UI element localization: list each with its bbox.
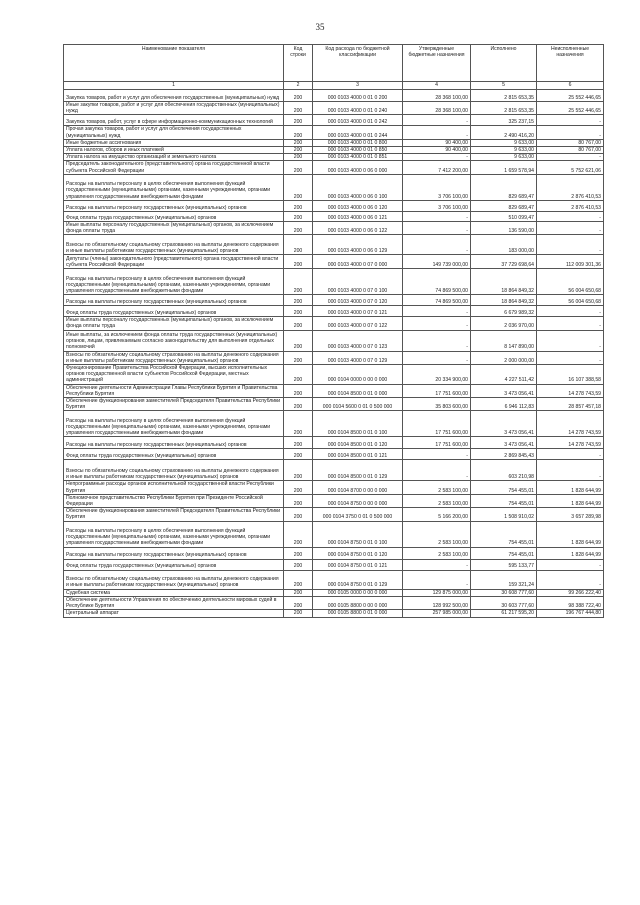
row-classification-code: 000 0103 4000 0 07 0 123 xyxy=(313,330,403,351)
row-approved: - xyxy=(403,211,471,221)
row-name: Уплата налога на имущество организаций и земельного налога xyxy=(64,154,284,161)
row-classification-code: 000 0103 4000 0 07 0 100 xyxy=(313,269,403,295)
row-unexecuted: 196 767 444,80 xyxy=(537,610,604,617)
row-classification-code: 000 0104 8750 0 01 0 100 xyxy=(313,521,403,547)
row-unexecuted: 16 107 388,58 xyxy=(537,365,604,385)
table-row xyxy=(64,255,604,269)
row-executed: 9 633,00 xyxy=(471,139,537,146)
row-executed: 754 455,01 xyxy=(471,494,537,507)
row-unexecuted: 25 552 446,65 xyxy=(537,102,604,115)
row-unexecuted: 1 828 644,99 xyxy=(537,494,604,507)
row-approved: 2 583 100,00 xyxy=(403,494,471,507)
row-executed: 159 321,24 xyxy=(471,570,537,589)
table-row xyxy=(64,317,604,330)
row-approved: 28 368 100,00 xyxy=(403,90,471,102)
row-unexecuted: 2 876 410,53 xyxy=(537,174,604,200)
table-row xyxy=(64,235,604,255)
row-name: Полномочное представительство Республики Бурятия при Президенте Российской Федерации xyxy=(64,494,284,507)
row-classification-code: 000 0103 4000 0 01 0 851 xyxy=(313,154,403,161)
row-line-code: 200 xyxy=(284,589,313,596)
row-approved: 3 706 100,00 xyxy=(403,200,471,211)
row-line-code: 200 xyxy=(284,494,313,507)
row-approved: - xyxy=(403,115,471,126)
row-line-code: 200 xyxy=(284,449,313,460)
row-approved: 5 166 200,00 xyxy=(403,508,471,521)
table-row xyxy=(64,330,604,351)
row-executed: 754 455,01 xyxy=(471,481,537,494)
row-unexecuted: 98 388 722,40 xyxy=(537,596,604,609)
row-classification-code: 000 0103 4000 0 07 0 122 xyxy=(313,317,403,330)
table-row xyxy=(64,221,604,234)
table-row xyxy=(64,295,604,306)
table-row xyxy=(64,521,604,547)
row-classification-code: 000 0105 8800 0 01 0 000 xyxy=(313,610,403,617)
row-line-code: 200 xyxy=(284,570,313,589)
row-approved: 90 400,00 xyxy=(403,147,471,154)
table-row xyxy=(64,596,604,609)
row-approved: 149 739 000,00 xyxy=(403,255,471,269)
row-approved: 74 869 500,00 xyxy=(403,295,471,306)
row-line-code: 200 xyxy=(284,398,313,411)
row-classification-code: 000 0103 4000 0 01 0 850 xyxy=(313,147,403,154)
row-executed: 754 455,01 xyxy=(471,547,537,559)
row-executed: 136 590,00 xyxy=(471,221,537,234)
row-classification-code: 000 0103 4000 0 01 0 200 xyxy=(313,90,403,102)
row-approved: 3 706 100,00 xyxy=(403,174,471,200)
row-classification-code: 000 0103 4000 0 06 0 120 xyxy=(313,200,403,211)
table-row xyxy=(64,161,604,174)
column-header-name: Наименование показателя xyxy=(64,45,284,82)
row-classification-code: 000 0103 4000 0 01 0 240 xyxy=(313,102,403,115)
row-executed: 3 473 056,41 xyxy=(471,384,537,397)
row-unexecuted: 3 657 289,98 xyxy=(537,508,604,521)
column-header-approved: Утвержденные бюджетные назначения xyxy=(403,45,471,82)
row-classification-code: 000 0103 4000 0 07 0 000 xyxy=(313,255,403,269)
row-approved: 7 412 200,00 xyxy=(403,161,471,174)
table-row xyxy=(64,102,604,115)
row-name: Иные выплаты персоналу государственных (муниципальных) органов, за исключением фонда оплаты труда xyxy=(64,221,284,234)
row-approved: - xyxy=(403,126,471,139)
row-line-code: 200 xyxy=(284,147,313,154)
row-unexecuted: - xyxy=(537,559,604,570)
table-header-row xyxy=(64,45,604,82)
row-classification-code: 000 0103 4000 0 06 0 100 xyxy=(313,174,403,200)
row-line-code: 200 xyxy=(284,596,313,609)
row-name: Обеспечение деятельности Управления по обеспечению деятельности мировых судей в Республике Бурятия xyxy=(64,596,284,609)
budget-execution-table xyxy=(63,44,604,618)
row-executed: 18 864 849,32 xyxy=(471,295,537,306)
row-unexecuted: - xyxy=(537,211,604,221)
row-approved: 28 368 100,00 xyxy=(403,102,471,115)
row-line-code: 200 xyxy=(284,521,313,547)
row-executed: 510 099,47 xyxy=(471,211,537,221)
row-approved: - xyxy=(403,154,471,161)
row-line-code: 200 xyxy=(284,365,313,385)
row-unexecuted: - xyxy=(537,221,604,234)
row-unexecuted: - xyxy=(537,460,604,481)
table-row xyxy=(64,90,604,102)
row-name: Расходы на выплаты персоналу в целях обеспечения выполнения функций государственными (муниципальными) органами, казенными учреждениями, органами управления государственными внебюджетными фондами xyxy=(64,174,284,200)
column-header-classification-code: Код расхода по бюджетной классификации xyxy=(313,45,403,82)
row-approved: - xyxy=(403,351,471,364)
row-line-code: 200 xyxy=(284,235,313,255)
row-executed: 2 815 653,35 xyxy=(471,102,537,115)
row-unexecuted: - xyxy=(537,126,604,139)
row-line-code: 200 xyxy=(284,200,313,211)
row-approved: 2 583 100,00 xyxy=(403,521,471,547)
row-name: Фонд оплаты труда государственных (муниципальных) органов xyxy=(64,211,284,221)
row-name: Фонд оплаты труда государственных (муниципальных) органов xyxy=(64,449,284,460)
row-name: Взносы по обязательному социальному страхованию на выплаты денежного содержания и иные выплаты работникам государственных (муниципальных) органов xyxy=(64,460,284,481)
column-number-row xyxy=(64,82,604,90)
row-unexecuted: 1 828 644,99 xyxy=(537,547,604,559)
row-line-code: 200 xyxy=(284,559,313,570)
row-name: Фонд оплаты труда государственных (муниципальных) органов xyxy=(64,559,284,570)
row-unexecuted: 80 767,00 xyxy=(537,139,604,146)
table-row xyxy=(64,559,604,570)
row-name: Центральный аппарат xyxy=(64,610,284,617)
row-unexecuted: - xyxy=(537,449,604,460)
row-unexecuted: - xyxy=(537,235,604,255)
row-executed: 183 000,00 xyxy=(471,235,537,255)
row-approved: - xyxy=(403,449,471,460)
row-classification-code: 000 0104 5600 0 01 0 500 000 xyxy=(313,398,403,411)
row-name: Взносы по обязательному социальному страхованию на выплаты денежного содержания и иные выплаты работникам государственных (муниципальных) органов xyxy=(64,351,284,364)
table-row xyxy=(64,174,604,200)
row-name: Расходы на выплаты персоналу в целях обеспечения выполнения функций государственными (муниципальными) органами, казенными учреждениями, органами управления государственными внебюджетными фондами xyxy=(64,521,284,547)
row-executed: 2 036 970,00 xyxy=(471,317,537,330)
table-row xyxy=(64,547,604,559)
row-approved: 129 875 000,00 xyxy=(403,589,471,596)
table-row xyxy=(64,411,604,437)
row-classification-code: 000 0104 0000 0 00 0 000 xyxy=(313,365,403,385)
row-line-code: 200 xyxy=(284,174,313,200)
row-approved: 128 992 500,00 xyxy=(403,596,471,609)
row-executed: 829 689,47 xyxy=(471,174,537,200)
row-name: Уплата налогов, сборов и иных платежей xyxy=(64,147,284,154)
row-executed: 18 864 849,32 xyxy=(471,269,537,295)
row-unexecuted: 112 009 301,36 xyxy=(537,255,604,269)
row-line-code: 200 xyxy=(284,126,313,139)
row-executed: 9 633,00 xyxy=(471,154,537,161)
row-classification-code: 000 0104 8500 0 01 0 129 xyxy=(313,460,403,481)
row-line-code: 200 xyxy=(284,437,313,449)
row-classification-code: 000 0104 8500 0 01 0 100 xyxy=(313,411,403,437)
row-unexecuted: 2 876 410,53 xyxy=(537,200,604,211)
row-approved: - xyxy=(403,317,471,330)
row-unexecuted: - xyxy=(537,570,604,589)
row-classification-code: 000 0103 4000 0 06 0 129 xyxy=(313,235,403,255)
row-line-code: 200 xyxy=(284,351,313,364)
row-name: Взносы по обязательному социальному страхованию на выплаты денежного содержания и иные выплаты работникам государственных (муниципальных) органов xyxy=(64,570,284,589)
table-row xyxy=(64,449,604,460)
table-row xyxy=(64,494,604,507)
row-approved: - xyxy=(403,221,471,234)
row-executed: 2 815 653,35 xyxy=(471,90,537,102)
row-line-code: 200 xyxy=(284,306,313,317)
row-executed: 6 946 112,83 xyxy=(471,398,537,411)
row-approved: - xyxy=(403,570,471,589)
row-executed: 2 490 416,20 xyxy=(471,126,537,139)
column-number: 5 xyxy=(471,82,537,90)
row-name: Взносы по обязательному социальному страхованию на выплаты денежного содержания и иные выплаты работникам государственных (муниципальных) органов xyxy=(64,235,284,255)
row-name: Депутаты (члены) законодательного (представительного) органа государственной власти субъекта Российской Федерации xyxy=(64,255,284,269)
table-row xyxy=(64,481,604,494)
page-number: 35 xyxy=(315,22,325,32)
column-number: 1 xyxy=(64,82,284,90)
row-line-code: 200 xyxy=(284,384,313,397)
row-line-code: 200 xyxy=(284,255,313,269)
row-unexecuted: 28 857 457,18 xyxy=(537,398,604,411)
row-unexecuted: 99 266 222,40 xyxy=(537,589,604,596)
row-line-code: 200 xyxy=(284,547,313,559)
row-approved: - xyxy=(403,330,471,351)
table-row xyxy=(64,154,604,161)
row-unexecuted: 14 278 743,59 xyxy=(537,384,604,397)
column-header-executed: Исполнено xyxy=(471,45,537,82)
row-executed: 603 210,98 xyxy=(471,460,537,481)
row-executed: 595 133,77 xyxy=(471,559,537,570)
row-executed: 4 227 511,42 xyxy=(471,365,537,385)
row-classification-code: 000 0103 4000 0 01 0 800 xyxy=(313,139,403,146)
row-approved: - xyxy=(403,460,471,481)
row-executed: 37 729 698,64 xyxy=(471,255,537,269)
table-row xyxy=(64,126,604,139)
column-number: 2 xyxy=(284,82,313,90)
table-row xyxy=(64,306,604,317)
row-executed: 30 608 777,60 xyxy=(471,589,537,596)
row-unexecuted: - xyxy=(537,330,604,351)
row-executed: 325 237,15 xyxy=(471,115,537,126)
row-classification-code: 000 0104 8700 0 00 0 000 xyxy=(313,481,403,494)
row-classification-code: 000 0103 4000 0 01 0 242 xyxy=(313,115,403,126)
table-body xyxy=(64,90,604,618)
row-line-code: 200 xyxy=(284,90,313,102)
row-line-code: 200 xyxy=(284,610,313,617)
row-classification-code: 000 0105 0000 0 00 0 000 xyxy=(313,589,403,596)
row-unexecuted: 14 278 743,59 xyxy=(537,437,604,449)
row-name: Прочая закупка товаров, работ и услуг для обеспечения государственных (муниципальных) нужд xyxy=(64,126,284,139)
row-name: Судебная система xyxy=(64,589,284,596)
row-name: Расходы на выплаты персоналу государственных (муниципальных) органов xyxy=(64,547,284,559)
row-line-code: 200 xyxy=(284,139,313,146)
row-approved: 17 751 600,00 xyxy=(403,437,471,449)
row-executed: 9 633,00 xyxy=(471,147,537,154)
row-name: Обеспечение функционирования заместителей Председателя Правительства Республики Бурятия xyxy=(64,398,284,411)
table-row xyxy=(64,147,604,154)
table-row xyxy=(64,139,604,146)
row-name: Иные закупки товаров, работ и услуг для обеспечения государственных (муниципальных) нужд xyxy=(64,102,284,115)
row-unexecuted: - xyxy=(537,154,604,161)
row-executed: 1 508 910,02 xyxy=(471,508,537,521)
row-line-code: 200 xyxy=(284,481,313,494)
row-line-code: 200 xyxy=(284,330,313,351)
row-executed: 61 217 595,20 xyxy=(471,610,537,617)
table-row xyxy=(64,398,604,411)
row-name: Закупка товаров, работ, услуг в сфере информационно-коммуникационных технологий xyxy=(64,115,284,126)
row-executed: 2 000 000,00 xyxy=(471,351,537,364)
row-executed: 6 679 989,32 xyxy=(471,306,537,317)
column-header-line-code: Код строки xyxy=(284,45,313,82)
row-classification-code: 000 0104 8750 0 01 0 129 xyxy=(313,570,403,589)
row-executed: 3 473 056,41 xyxy=(471,437,537,449)
row-name: Расходы на выплаты персоналу в целях обеспечения выполнения функций государственными (муниципальными) органами, казенными учреждениями, органами управления государственными внебюджетными фондами xyxy=(64,411,284,437)
row-name: Обеспечение функционирования заместителей Председателя Правительства Республики Бурятия xyxy=(64,508,284,521)
row-name: Председатель законодательного (представительного) органа государственной власти субъекта Российской Федерации xyxy=(64,161,284,174)
table-row xyxy=(64,589,604,596)
row-line-code: 200 xyxy=(284,161,313,174)
row-unexecuted: - xyxy=(537,351,604,364)
row-unexecuted: 1 828 644,99 xyxy=(537,521,604,547)
row-classification-code: 000 0104 8750 0 01 0 120 xyxy=(313,547,403,559)
table-row xyxy=(64,115,604,126)
row-unexecuted: - xyxy=(537,115,604,126)
table-row xyxy=(64,460,604,481)
row-line-code: 200 xyxy=(284,508,313,521)
row-approved: - xyxy=(403,306,471,317)
row-approved: - xyxy=(403,235,471,255)
table-row xyxy=(64,200,604,211)
row-unexecuted: 80 767,00 xyxy=(537,147,604,154)
column-number: 6 xyxy=(537,82,604,90)
row-line-code: 200 xyxy=(284,211,313,221)
row-classification-code: 000 0103 4000 0 07 0 121 xyxy=(313,306,403,317)
table-row xyxy=(64,610,604,617)
table-row xyxy=(64,508,604,521)
row-line-code: 200 xyxy=(284,411,313,437)
table-row xyxy=(64,269,604,295)
row-classification-code: 000 0103 4000 0 06 0 122 xyxy=(313,221,403,234)
row-approved: 2 583 100,00 xyxy=(403,481,471,494)
row-classification-code: 000 0103 4000 0 01 0 244 xyxy=(313,126,403,139)
row-approved: 2 583 100,00 xyxy=(403,547,471,559)
table-row xyxy=(64,384,604,397)
row-executed: 754 455,01 xyxy=(471,521,537,547)
row-unexecuted: 56 004 650,68 xyxy=(537,269,604,295)
table-row xyxy=(64,570,604,589)
row-name: Иные выплаты, за исключением фонда оплаты труда государственных (муниципальных) органов, лицам, привлекаемым согласно законодательству для выполнения отдельных полномочий xyxy=(64,330,284,351)
row-approved: 35 803 600,00 xyxy=(403,398,471,411)
row-name: Непрограммные расходы органов исполнительной государственной власти Республики Бурятия xyxy=(64,481,284,494)
row-line-code: 200 xyxy=(284,295,313,306)
row-name: Фонд оплаты труда государственных (муниципальных) органов xyxy=(64,306,284,317)
row-executed: 1 659 578,94 xyxy=(471,161,537,174)
row-classification-code: 000 0103 4000 0 06 0 121 xyxy=(313,211,403,221)
row-name: Функционирование Правительства Российской Федерации, высших исполнительных органов государственной власти субъектов Российской Федерации, местных администраций xyxy=(64,365,284,385)
row-executed: 8 147 890,00 xyxy=(471,330,537,351)
row-unexecuted: - xyxy=(537,317,604,330)
row-line-code: 200 xyxy=(284,221,313,234)
column-number: 4 xyxy=(403,82,471,90)
row-executed: 829 689,47 xyxy=(471,200,537,211)
row-executed: 3 473 056,41 xyxy=(471,411,537,437)
table-row xyxy=(64,211,604,221)
row-approved: 74 869 500,00 xyxy=(403,269,471,295)
row-classification-code: 000 0104 8750 0 00 0 000 xyxy=(313,494,403,507)
table-row xyxy=(64,365,604,385)
row-approved: - xyxy=(403,559,471,570)
row-name: Обеспечение деятельности Администрации Главы Республики Бурятия и Правительства Республики Бурятия xyxy=(64,384,284,397)
column-number: 3 xyxy=(313,82,403,90)
row-approved: 90 400,00 xyxy=(403,139,471,146)
row-line-code: 200 xyxy=(284,154,313,161)
row-executed: 2 869 845,43 xyxy=(471,449,537,460)
row-name: Иные бюджетные ассигнования xyxy=(64,139,284,146)
row-name: Расходы на выплаты персоналу государственных (муниципальных) органов xyxy=(64,437,284,449)
row-classification-code: 000 0104 3750 0 01 0 500 000 xyxy=(313,508,403,521)
table-row xyxy=(64,437,604,449)
row-line-code: 200 xyxy=(284,102,313,115)
row-classification-code: 000 0104 8500 0 01 0 000 xyxy=(313,384,403,397)
row-approved: 17 751 600,00 xyxy=(403,411,471,437)
row-name: Расходы на выплаты персоналу государственных (муниципальных) органов xyxy=(64,200,284,211)
row-unexecuted: 5 752 621,06 xyxy=(537,161,604,174)
row-approved: 257 985 000,00 xyxy=(403,610,471,617)
row-classification-code: 000 0105 8800 0 00 0 000 xyxy=(313,596,403,609)
row-name: Расходы на выплаты персоналу в целях обеспечения выполнения функций государственными (муниципальными) органами, казенными учреждениями, органами управления государственными внебюджетными фондами xyxy=(64,269,284,295)
table-row xyxy=(64,351,604,364)
row-executed: 30 603 777,60 xyxy=(471,596,537,609)
row-name: Иные выплаты персоналу государственных (муниципальных) органов, за исключением фонда оплаты труда xyxy=(64,317,284,330)
row-classification-code: 000 0104 8500 0 01 0 121 xyxy=(313,449,403,460)
row-classification-code: 000 0103 4000 0 06 0 000 xyxy=(313,161,403,174)
row-classification-code: 000 0104 8500 0 01 0 120 xyxy=(313,437,403,449)
row-line-code: 200 xyxy=(284,317,313,330)
row-classification-code: 000 0103 4000 0 07 0 120 xyxy=(313,295,403,306)
row-classification-code: 000 0104 8750 0 01 0 121 xyxy=(313,559,403,570)
row-unexecuted: 1 828 644,99 xyxy=(537,481,604,494)
row-approved: 17 751 600,00 xyxy=(403,384,471,397)
row-line-code: 200 xyxy=(284,460,313,481)
row-name: Закупка товаров, работ и услуг для обеспечения государственных (муниципальных) нужд xyxy=(64,90,284,102)
column-header-unexecuted: Неисполненные назначения xyxy=(537,45,604,82)
row-classification-code: 000 0103 4000 0 07 0 129 xyxy=(313,351,403,364)
row-unexecuted: 14 278 743,59 xyxy=(537,411,604,437)
row-line-code: 200 xyxy=(284,115,313,126)
row-unexecuted: 25 552 446,65 xyxy=(537,90,604,102)
row-name: Расходы на выплаты персоналу государственных (муниципальных) органов xyxy=(64,295,284,306)
row-approved: 20 334 900,00 xyxy=(403,365,471,385)
row-unexecuted: - xyxy=(537,306,604,317)
row-line-code: 200 xyxy=(284,269,313,295)
row-unexecuted: 56 004 650,68 xyxy=(537,295,604,306)
